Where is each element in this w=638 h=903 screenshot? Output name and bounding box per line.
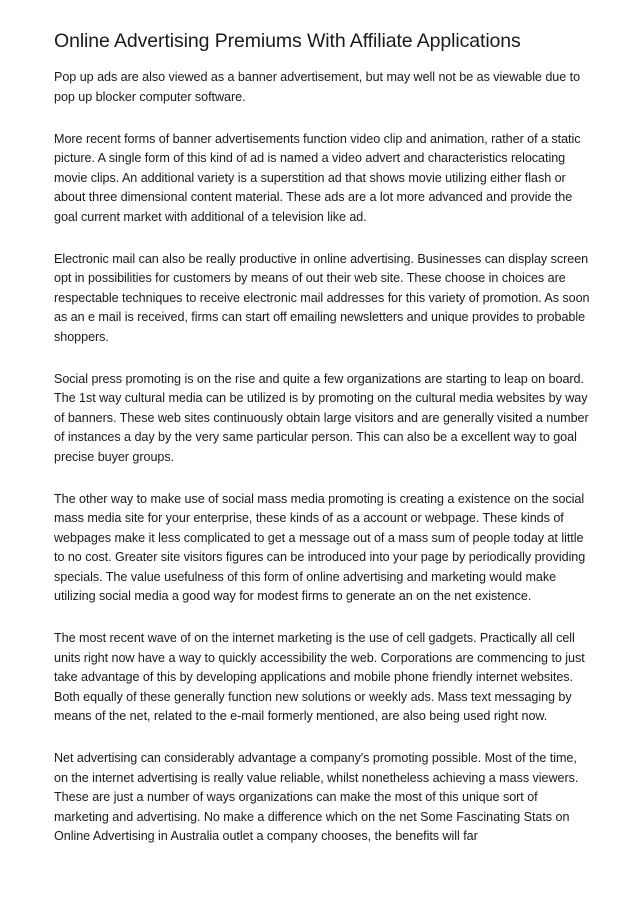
paragraph: Social press promoting is on the rise and quite a few organizations are starting to leap on board. The 1st way cultural media can be utilized is by promoting on the cultural media websites by way of banners. These web sites continuously obtain large visitors and are generally visited a number of instances a day by the very same particular person. This can also be a excellent way to goal precise buyer groups.: [54, 371, 589, 464]
paragraph: Net advertising can considerably advantage a company's promoting possible. Most of the time, on the internet advertising is really value reliable, whilst nonetheless achieving a mass viewers. These are just a number of ways organizations can make the most of this unique sort of marketing and advertising. No make a difference which on the net Some Fascinating Stats on Online Advertising in Australia outlet a company chooses, the benefits will far: [54, 751, 579, 843]
paragraph: Electronic mail can also be really productive in online advertising. Businesses can display screen opt in possibilities for customers by means of out their web site. These choose in choices are respectable techniques to receive electronic mail addresses for this variety of promotion. As soon as an e mail is received, firms can start off emailing newsletters and unique provides to probable shoppers.: [54, 251, 590, 344]
document-title: Online Advertising Premiums With Affiliate Applications: [54, 30, 521, 52]
paragraph: The other way to make use of social mass media promoting is creating a existence on the social mass media site for your enterprise, these kinds of as a account or webpage. These kinds of webpages make it less complicated to get a message out of a mass sum of people today at little to no cost. Greater site visitors figures can be introduced into your page by periodically providing specials. The value usefulness of this form of online advertising and marketing would make utilizing social media a good way for modest firms to generate an on the net existence.: [54, 491, 586, 603]
paragraph: The most recent wave of on the internet marketing is the use of cell gadgets. Practically all cell units right now have a way to quickly accessibility the web. Corporations are commencing to just take advantage of this by developing applications and mobile phone friendly internet websites. Both equally of these generally function new solutions or weekly ads. Mass text messaging by means of the net, related to the e-mail formerly mentioned, are also being used right now.: [54, 631, 585, 723]
paragraph: More recent forms of banner advertisements function video clip and animation, rather of a static picture. A single form of this kind of ad is named a video advert and characteristics relocating movie clips. An additional variety is a superstition ad that shows movie utilizing either flash or about three dimensional content material. These ads are a lot more advanced and provide the goal current market with additional of a television like ad.: [54, 131, 581, 224]
document-body: [54, 68, 590, 869]
paragraph: Pop up ads are also viewed as a banner advertisement, but may well not be as viewable due to pop up blocker computer software.: [54, 70, 581, 104]
